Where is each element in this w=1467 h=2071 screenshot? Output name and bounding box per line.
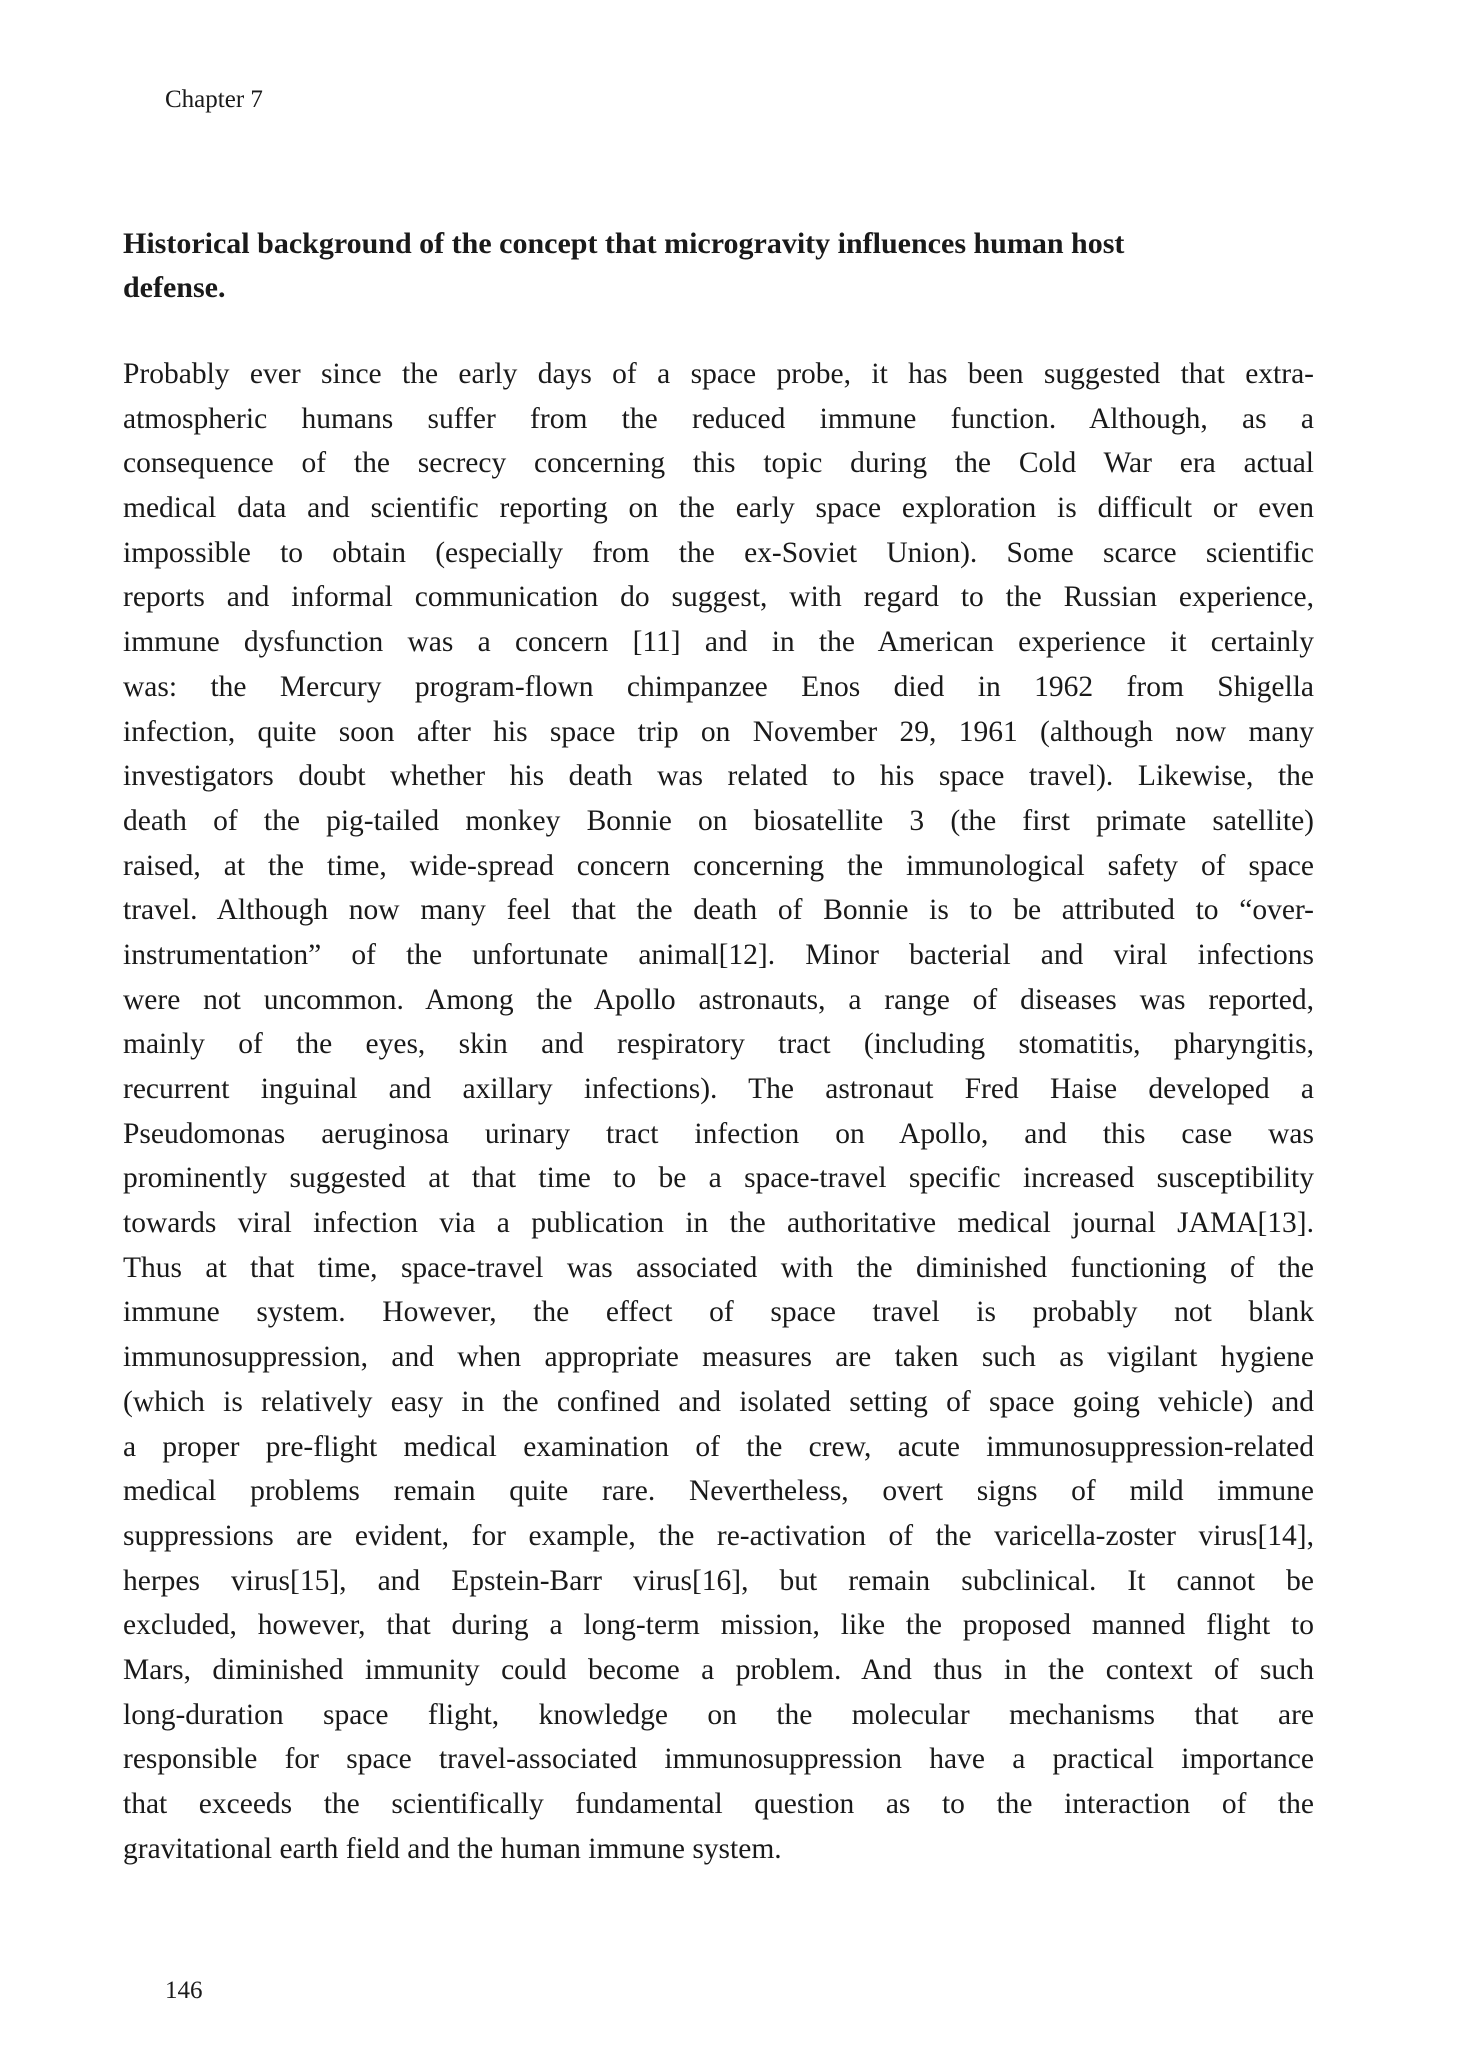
body-line: Pseudomonas aeruginosa urinary tract infection on Apollo, and this case was xyxy=(123,1117,1314,1150)
body-line: raised, at the time, wide-spread concern concerning the immunological safety of space xyxy=(123,849,1314,882)
body-line: immunosuppression, and when appropriate measures are taken such as vigilant hygiene xyxy=(123,1341,1314,1374)
body-line: herpes virus[15], and Epstein-Barr virus[16], but remain subclinical. It cannot be xyxy=(123,1564,1314,1597)
body-line: consequence of the secrecy concerning this topic during the Cold War era actual xyxy=(123,447,1314,480)
body-line: impossible to obtain (especially from the ex-Soviet Union). Some scarce scientific xyxy=(123,536,1314,569)
running-header: Chapter 7 xyxy=(165,86,263,113)
body-line: gravitational earth field and the human immune system. xyxy=(123,1832,782,1865)
body-line: a proper pre-flight medical examination of the crew, acute immunosuppression-related xyxy=(123,1430,1314,1463)
body-line: atmospheric humans suffer from the reduced immune function. Although, as a xyxy=(123,402,1314,435)
body-line: death of the pig-tailed monkey Bonnie on biosatellite 3 (the first primate satellite) xyxy=(123,804,1314,837)
body-line: mainly of the eyes, skin and respiratory tract (including stomatitis, pharyngitis, xyxy=(123,1028,1314,1061)
body-line: infection, quite soon after his space trip on November 29, 1961 (although now many xyxy=(123,715,1314,748)
body-line: excluded, however, that during a long-term mission, like the proposed manned flight to xyxy=(123,1609,1314,1642)
section-title-line: Historical background of the concept that microgravity influences human host xyxy=(123,227,1125,260)
body-line: towards viral infection via a publication in the authoritative medical journal JAMA[13]. xyxy=(123,1207,1314,1240)
body-line: Mars, diminished immunity could become a problem. And thus in the context of such xyxy=(123,1653,1314,1686)
body-line: immune system. However, the effect of space travel is probably not blank xyxy=(123,1296,1314,1329)
body-line: medical data and scientific reporting on the early space exploration is difficult or even xyxy=(123,492,1314,525)
body-line: instrumentation” of the unfortunate animal[12]. Minor bacterial and viral infections xyxy=(123,938,1314,971)
body-line: recurrent inguinal and axillary infections). The astronaut Fred Haise developed a xyxy=(123,1073,1314,1105)
section-title-line: defense. xyxy=(123,271,226,304)
body-line: travel. Although now many feel that the death of Bonnie is to be attributed to “over- xyxy=(123,894,1314,927)
body-line: that exceeds the scientifically fundamental question as to the interaction of the xyxy=(123,1788,1314,1820)
body-line: responsible for space travel-associated immunosuppression have a practical importance xyxy=(123,1743,1314,1776)
body-line: were not uncommon. Among the Apollo astronauts, a range of diseases was reported, xyxy=(123,983,1314,1016)
body-line: investigators doubt whether his death was related to his space travel). Likewise, the xyxy=(123,760,1314,793)
body-line: suppressions are evident, for example, the re-activation of the varicella-zoster virus[14], xyxy=(123,1519,1314,1552)
body-line: was: the Mercury program-flown chimpanzee Enos died in 1962 from Shigella xyxy=(123,670,1314,703)
body-paragraph xyxy=(123,352,1314,1871)
section-title xyxy=(123,222,1323,310)
body-line: reports and informal communication do suggest, with regard to the Russian experience, xyxy=(123,581,1314,614)
body-line: immune dysfunction was a concern [11] and in the American experience it certainly xyxy=(123,626,1314,659)
body-line: Thus at that time, space-travel was associated with the diminished functioning of the xyxy=(123,1251,1314,1284)
page-number: 146 xyxy=(165,1977,203,2004)
body-line: medical problems remain quite rare. Nevertheless, overt signs of mild immune xyxy=(123,1475,1314,1508)
body-line: (which is relatively easy in the confined and isolated setting of space going vehicle) and xyxy=(123,1385,1314,1418)
body-line: Probably ever since the early days of a space probe, it has been suggested that extra- xyxy=(123,358,1314,390)
body-line: prominently suggested at that time to be a space-travel specific increased susceptibility xyxy=(123,1162,1314,1195)
body-line: long-duration space flight, knowledge on the molecular mechanisms that are xyxy=(123,1698,1314,1731)
